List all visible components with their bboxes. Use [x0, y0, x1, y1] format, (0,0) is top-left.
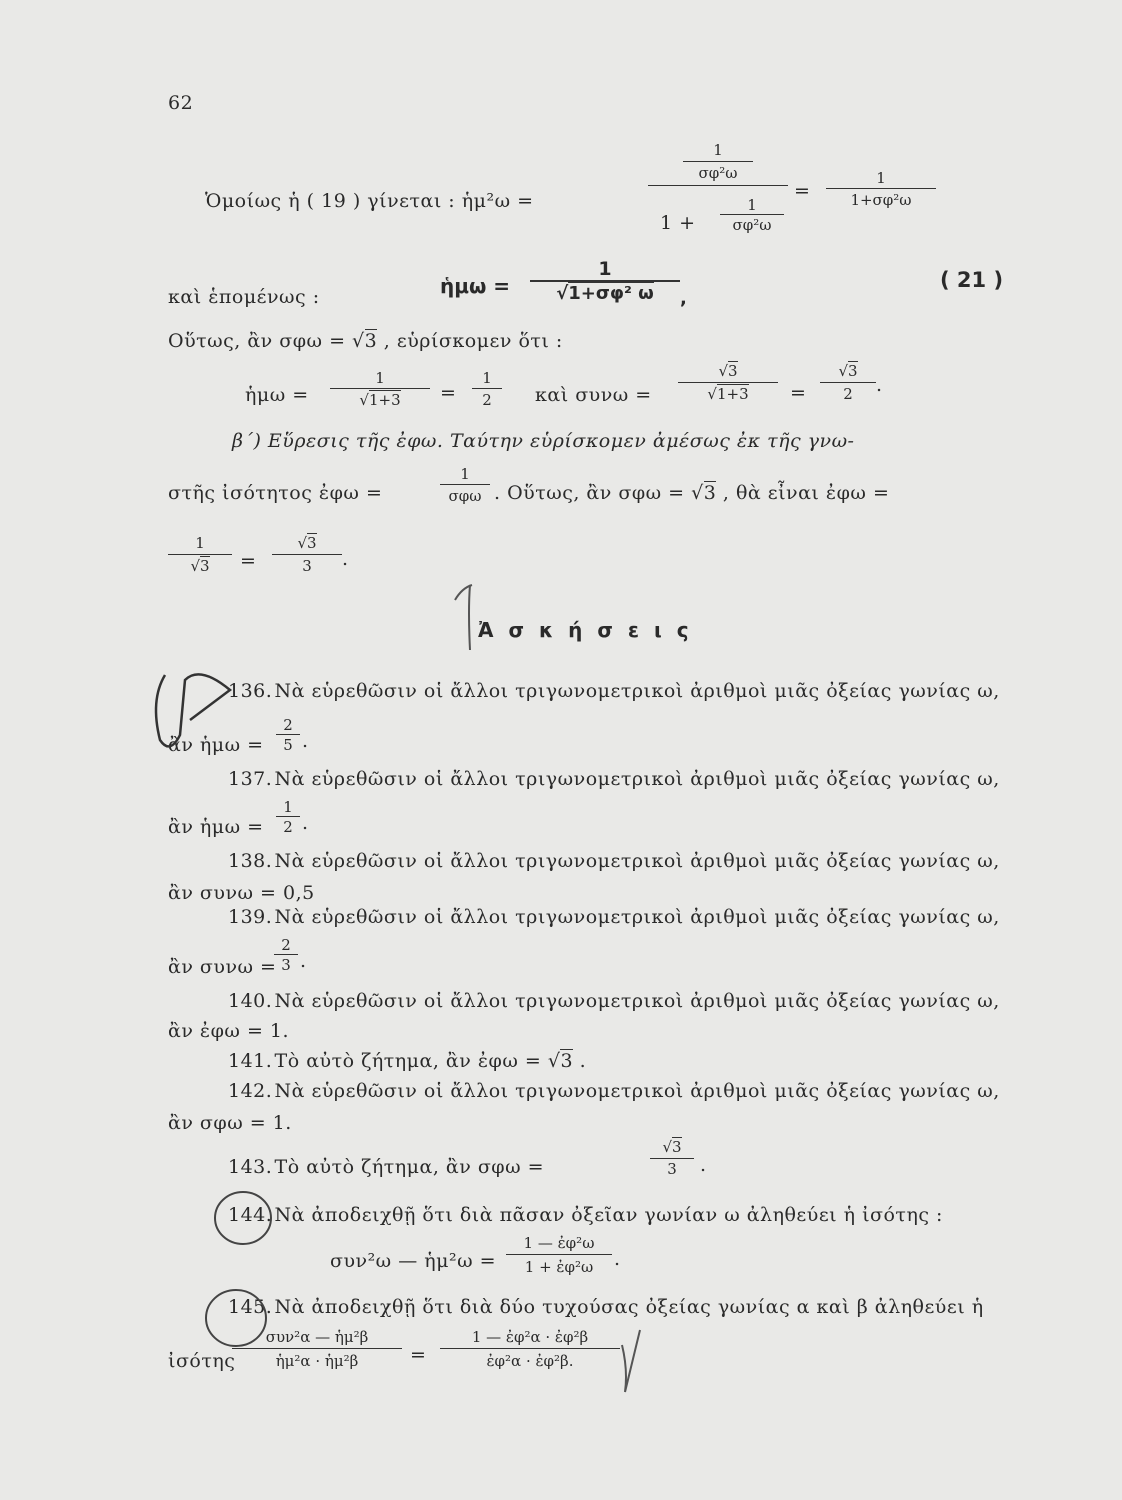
example-den-a: 1+3 [368, 391, 401, 409]
eq19-rhs-num: 1 [876, 169, 886, 187]
example-sqrt3: 3 [364, 330, 378, 352]
sqrt-sign-icon: √ [352, 330, 365, 352]
frac-num: 2 [283, 716, 293, 734]
beta-f-den: σφω [448, 487, 482, 505]
frac-den: ἐφ²α · ἐφ²β. [486, 1352, 574, 1370]
exercise-number: 136. [228, 680, 273, 702]
exercise-number: 139. [228, 906, 273, 928]
eq21-den: 1+σφ² ω [568, 283, 654, 304]
eq19-lead: Ὁμοίως ἡ ( 19 ) γίνεται : ἡμ²ω = [205, 190, 534, 212]
example-kai: καὶ συνω = [535, 384, 652, 406]
exercise-136-end: . [302, 730, 309, 752]
eq21-num: 1 [598, 258, 612, 280]
frac-num: συν²α — ἡμ²β [265, 1328, 369, 1346]
section-title: Ἀ σ κ ή σ ε ι ς [478, 618, 693, 642]
exercise-text: Νὰ ἀποδειχθῇ ὅτι διὰ δύο τυχούσας ὀξείας γωνίας α καὶ β ἀληθεύει ἡ [274, 1296, 984, 1318]
exercise-136-cond: ἂν ἡμω = [168, 734, 264, 756]
exercise-number: 140. [228, 990, 273, 1012]
sqrt-sign-icon: √ [297, 534, 307, 552]
sqrt-sign-icon: √ [691, 482, 704, 504]
exercise-text: Νὰ εὑρεθῶσιν οἱ ἄλλοι τριγωνομετρικοὶ ἀριθμοὶ μιᾶς ὀξείας γωνίας ω, [274, 906, 1000, 928]
exercise-138-cond: ἂν συνω = 0,5 [168, 882, 315, 904]
frac-den: 2 [283, 818, 293, 836]
exercise-text: Τὸ αὐτὸ ζήτημα, ἂν ἐφω = [274, 1050, 542, 1072]
page-number: 62 [168, 92, 194, 114]
frac-num: 1 — ἐφ²ω [523, 1234, 595, 1252]
pencil-circle-144-icon [215, 1192, 271, 1244]
exercise-141-end: . [579, 1050, 587, 1072]
exercise-140-cond: ἂν ἐφω = 1. [168, 1020, 290, 1042]
pencil-circle-145-icon [206, 1290, 273, 1346]
exercise-text: Νὰ εὑρεθῶσιν οἱ ἄλλοι τριγωνομετρικοὶ ἀριθμοὶ μιᾶς ὀξείας γωνίας ω, [274, 850, 1000, 872]
example-dot: . [876, 374, 883, 396]
sqrt-sign-icon: √ [547, 1050, 561, 1072]
example-eq-2: = [790, 382, 807, 404]
example-line1-end: , εὑρίσκομεν ὅτι : [383, 330, 563, 352]
eq21-lhs: ἡμω = [440, 274, 511, 298]
exercise-143-end: . [700, 1154, 707, 1176]
eq19-equals: = [794, 180, 811, 202]
example-half-den: 2 [482, 391, 492, 409]
frac-num: 3 [672, 1138, 682, 1156]
beta-r-num: 1 [195, 534, 205, 552]
beta-sqrt3: 3 [703, 482, 717, 504]
exercise-text: Νὰ εὑρεθῶσιν οἱ ἄλλοι τριγωνομετρικοὶ ἀριθμοὶ μιᾶς ὀξείας γωνίας ω, [274, 680, 1000, 702]
exercise-number: 145. [228, 1296, 273, 1318]
exercise-number: 138. [228, 850, 273, 872]
exercise-number: 141. [228, 1050, 273, 1072]
eq19-one-plus: 1 + [660, 212, 696, 234]
exercise-142-cond: ἂν σφω = 1. [168, 1112, 292, 1134]
example-num-b: 3 [728, 362, 738, 380]
exercise-text: Νὰ εὑρεθῶσιν οἱ ἄλλοι τριγωνομετρικοὶ ἀριθμοὶ μιᾶς ὀξείας γωνίας ω, [274, 768, 1000, 790]
eq21-label: ( 21 ) [940, 268, 1004, 292]
sqrt-sign-icon: √ [838, 362, 848, 380]
example-den-b: 1+3 [716, 385, 749, 403]
exercise-145-lead: ἰσότης [168, 1350, 236, 1372]
pencil-tick-icon [156, 674, 230, 746]
exercise-137-end: . [302, 812, 309, 834]
exercise-number: 144. [228, 1204, 273, 1226]
example-num-c: 3 [848, 362, 858, 380]
pencil-check-icon [469, 585, 470, 650]
sqrt-sign-icon: √ [190, 557, 200, 575]
beta-line2-b: . Οὕτως, ἂν σφω = [494, 482, 685, 504]
exercise-number: 137. [228, 768, 273, 790]
beta-f-num: 1 [460, 465, 470, 483]
eq19-sf2w-b: σφ²ω [732, 216, 772, 234]
eq21-comma: , [680, 288, 687, 309]
exercise-number: 142. [228, 1080, 273, 1102]
example-den-c: 2 [843, 385, 853, 403]
sqrt-sign-icon: √ [662, 1138, 672, 1156]
example-one: 1 [375, 369, 385, 387]
example-lhs: ἡμω = [245, 384, 309, 406]
exercise-137-cond: ἂν ἡμω = [168, 816, 264, 838]
example-eq-1: = [440, 382, 457, 404]
beta-line2-c: , θὰ εἶναι ἐφω = [722, 482, 890, 504]
frac-den: 5 [283, 736, 293, 754]
exercise-139-cond: ἂν συνω = [168, 956, 277, 978]
frac-num: 1 [283, 798, 293, 816]
exercise-144-lhs: συν²ω — ἡμ²ω = [330, 1250, 497, 1272]
beta-dot: . [342, 548, 349, 570]
exercise-text: Τὸ αὐτὸ ζήτημα, ἂν σφω = [274, 1156, 545, 1178]
beta-s-den: 3 [302, 557, 312, 575]
exercise-text: Νὰ εὑρεθῶσιν οἱ ἄλλοι τριγωνομετρικοὶ ἀριθμοὶ μιᾶς ὀξείας γωνίας ω, [274, 990, 1000, 1012]
frac-num: 1 — ἐφ²α · ἐφ²β [471, 1328, 589, 1346]
frac-num: 2 [281, 936, 291, 954]
sqrt-sign-icon: √ [718, 362, 728, 380]
beta-eq: = [240, 550, 257, 572]
exercise-text: Νὰ εὑρεθῶσιν οἱ ἄλλοι τριγωνομετρικοὶ ἀριθμοὶ μιᾶς ὀξείας γωνίας ω, [274, 1080, 1000, 1102]
sqrt-sign-icon: √ [556, 283, 569, 304]
frac-den: ἡμ²α · ἡμ²β [275, 1352, 359, 1370]
sqrt-sign-icon: √ [707, 385, 717, 403]
example-half-num: 1 [482, 369, 492, 387]
beta-r-den: 3 [200, 557, 210, 575]
beta-s-num: 3 [307, 534, 317, 552]
exercise-141-sqrt: 3 [560, 1050, 574, 1072]
sqrt-sign-icon: √ [359, 391, 369, 409]
exercise-144-end: . [614, 1248, 621, 1270]
eq19-one-a: 1 [713, 141, 723, 159]
eq19-rhs-den: 1+σφ²ω [850, 191, 912, 209]
frac-den: 3 [281, 956, 291, 974]
eq21-lead: καὶ ἑπομένως : [168, 286, 320, 308]
exercise-text: Νὰ ἀποδειχθῇ ὅτι διὰ πᾶσαν ὀξεῖαν γωνίαν ω ἀληθεύει ἡ ἰσότης : [274, 1204, 943, 1226]
frac-den: 3 [667, 1160, 677, 1178]
exercise-139-end: . [300, 950, 307, 972]
beta-line2-a: στῆς ἰσότητος ἐφω = [168, 482, 383, 504]
eq19-sf2w-a: σφ²ω [698, 164, 738, 182]
eq19-one-b: 1 [747, 196, 757, 214]
beta-line1: β΄) Εὕρεσις τῆς ἐφω. Ταύτην εὑρίσκομεν ἀμέσως ἐκ τῆς γνω- [232, 430, 855, 452]
frac-den: 1 + ἐφ²ω [524, 1258, 594, 1276]
exercise-145-eq: = [410, 1344, 427, 1366]
pencil-check-icon [622, 1330, 640, 1392]
example-line1-a: Οὕτως, ἂν σφω = [168, 330, 346, 352]
exercise-number: 143. [228, 1156, 273, 1178]
